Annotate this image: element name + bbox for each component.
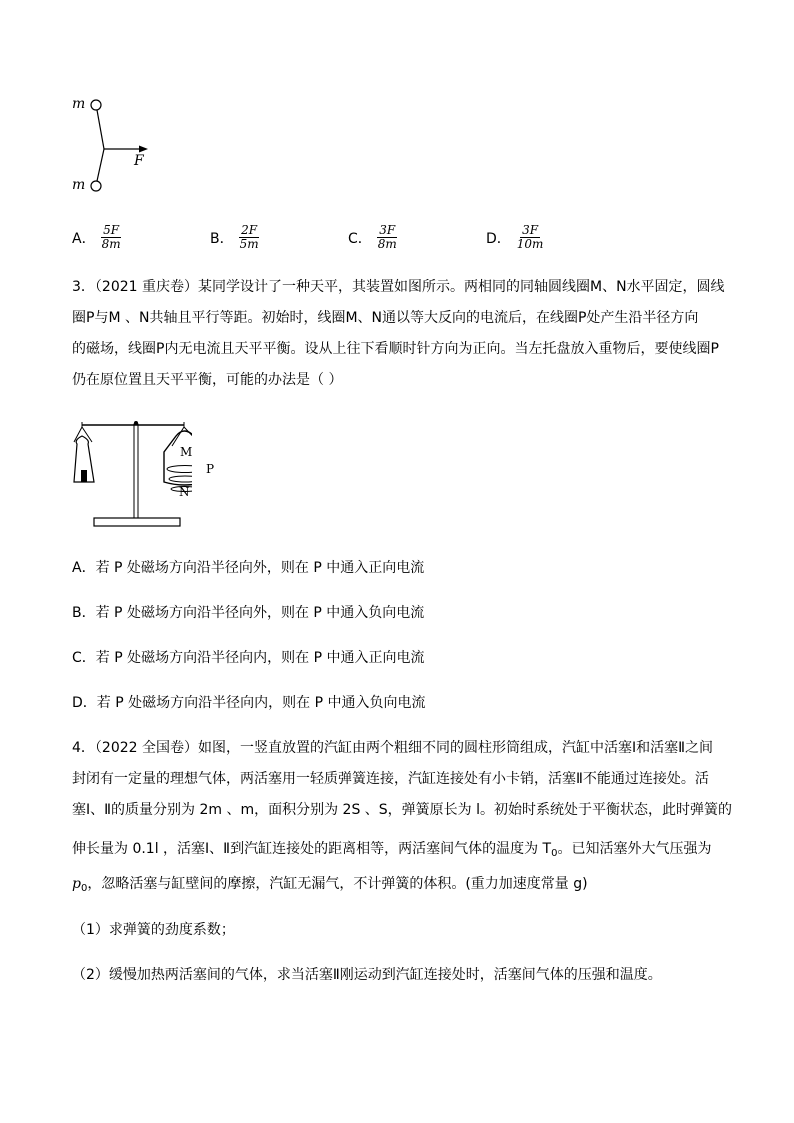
- q2-option-letter: B．: [210, 230, 234, 247]
- q2-option-denominator: 5m: [239, 237, 259, 251]
- q4-stem-line-4: [72, 839, 711, 864]
- q2-option-numerator: 3F: [522, 223, 539, 237]
- q4-stem-line-1: 4．（2022 全国卷）如图，一竖直放置的汽缸由两个粗细不同的圆柱形筒组成，汽缸中活塞Ⅰ和活塞Ⅱ之间: [72, 740, 714, 756]
- q4-subquestion-1: （1）求弹簧的劲度系数；: [72, 922, 235, 938]
- q2-option-numerator: 2F: [241, 223, 258, 237]
- q3-stem-line-2: 圈P与M 、N共轴且平行等距。初始时，线圈M、N通以等大反向的电流后，在线圈P处产生沿半径方向: [72, 310, 699, 326]
- q2-option-d[interactable]: [486, 224, 545, 251]
- q2-option-letter: D．: [486, 230, 511, 247]
- q2-option-b[interactable]: [210, 224, 261, 251]
- q4-stem-line-5: [72, 874, 588, 899]
- coil-label-n: N: [179, 485, 190, 499]
- q4-line5-text: ，忽略活塞与缸壁间的摩擦，汽缸无漏气，不计弹簧的体积。(重力加速度常量 g): [87, 876, 588, 892]
- q3-option-a[interactable]: A．若 P 处磁场方向沿半径向外，则在 P 中通入正向电流: [72, 560, 425, 576]
- q2-option-c[interactable]: [348, 224, 399, 251]
- lower-rod: [97, 149, 104, 181]
- q2-option-denominator: 8m: [101, 237, 121, 251]
- q4-line4-text: 伸长量为 0.1l ，活塞Ⅰ、Ⅱ到汽缸连接处的距离相等，两活塞间气体的温度为 T: [72, 841, 552, 857]
- q2-option-numerator: 5F: [103, 223, 120, 237]
- q4-pressure-subscript: 0: [80, 883, 88, 894]
- q2-option-denominator: 10m: [516, 237, 544, 251]
- mass-label-top: m: [72, 96, 86, 112]
- coil-label-p: P: [206, 462, 215, 476]
- q4-line4-tail: 。已知活塞外大气压强为: [557, 841, 712, 857]
- force-arrow-head: [139, 146, 148, 153]
- balance-figure: [72, 412, 192, 534]
- q4-pressure-symbol: p: [72, 876, 81, 892]
- q2-option-letter: A．: [72, 230, 96, 247]
- q2-option-a[interactable]: [72, 224, 123, 251]
- top-mass-circle: [91, 100, 101, 110]
- q3-option-d[interactable]: D．若 P 处磁场方向沿半径向内，则在 P 中通入负向电流: [72, 695, 426, 711]
- upper-rod: [97, 110, 104, 149]
- q3-stem-line-3: 的磁场，线圈P内无电流且天平平衡。设从上往下看顺时针方向为正向。当左托盘放入重物后，要使线圈P: [72, 341, 719, 357]
- q3-stem-line-1: 3．（2021 重庆卷）某同学设计了一种天平，其装置如图所示。两相同的同轴圆线圈M、N水平固定，圆线: [72, 279, 725, 295]
- balance-post: [134, 424, 138, 518]
- bottom-mass-circle: [91, 181, 101, 191]
- coil-m: [167, 466, 192, 473]
- q3-option-b[interactable]: B．若 P 处磁场方向沿半径向外，则在 P 中通入负向电流: [72, 605, 425, 621]
- balance-base: [94, 518, 180, 526]
- mass-label-bottom: m: [72, 177, 86, 193]
- q3-option-c[interactable]: C．若 P 处磁场方向沿半径向内，则在 P 中通入正向电流: [72, 650, 425, 666]
- q4-stem-line-2: 封闭有一定量的理想气体，两活塞用一轻质弹簧连接，汽缸连接处有小卡销，活塞Ⅱ不能通过连接处。活: [72, 771, 709, 787]
- q2-option-numerator: 3F: [379, 223, 396, 237]
- force-label: F: [134, 153, 144, 169]
- q2-option-letter: C．: [348, 230, 372, 247]
- q3-stem-line-4: 仍在原位置且天平平衡，可能的办法是（ ）: [72, 372, 343, 388]
- left-weight-mark: [81, 470, 87, 482]
- coil-p: [169, 476, 192, 482]
- coil-label-m: M: [180, 445, 193, 459]
- q2-option-denominator: 8m: [377, 237, 397, 251]
- q4-subquestion-2: （2）缓慢加热两活塞间的气体，求当活塞Ⅱ刚运动到汽缸连接处时，活塞间气体的压强和温度。: [72, 967, 662, 983]
- q4-line4-subscript: 0: [551, 848, 558, 859]
- q4-stem-line-3: 塞Ⅰ、Ⅱ的质量分别为 2m 、m，面积分别为 2S 、S，弹簧原长为 l。初始时系统处于平衡状态，此时弹簧的: [72, 802, 733, 818]
